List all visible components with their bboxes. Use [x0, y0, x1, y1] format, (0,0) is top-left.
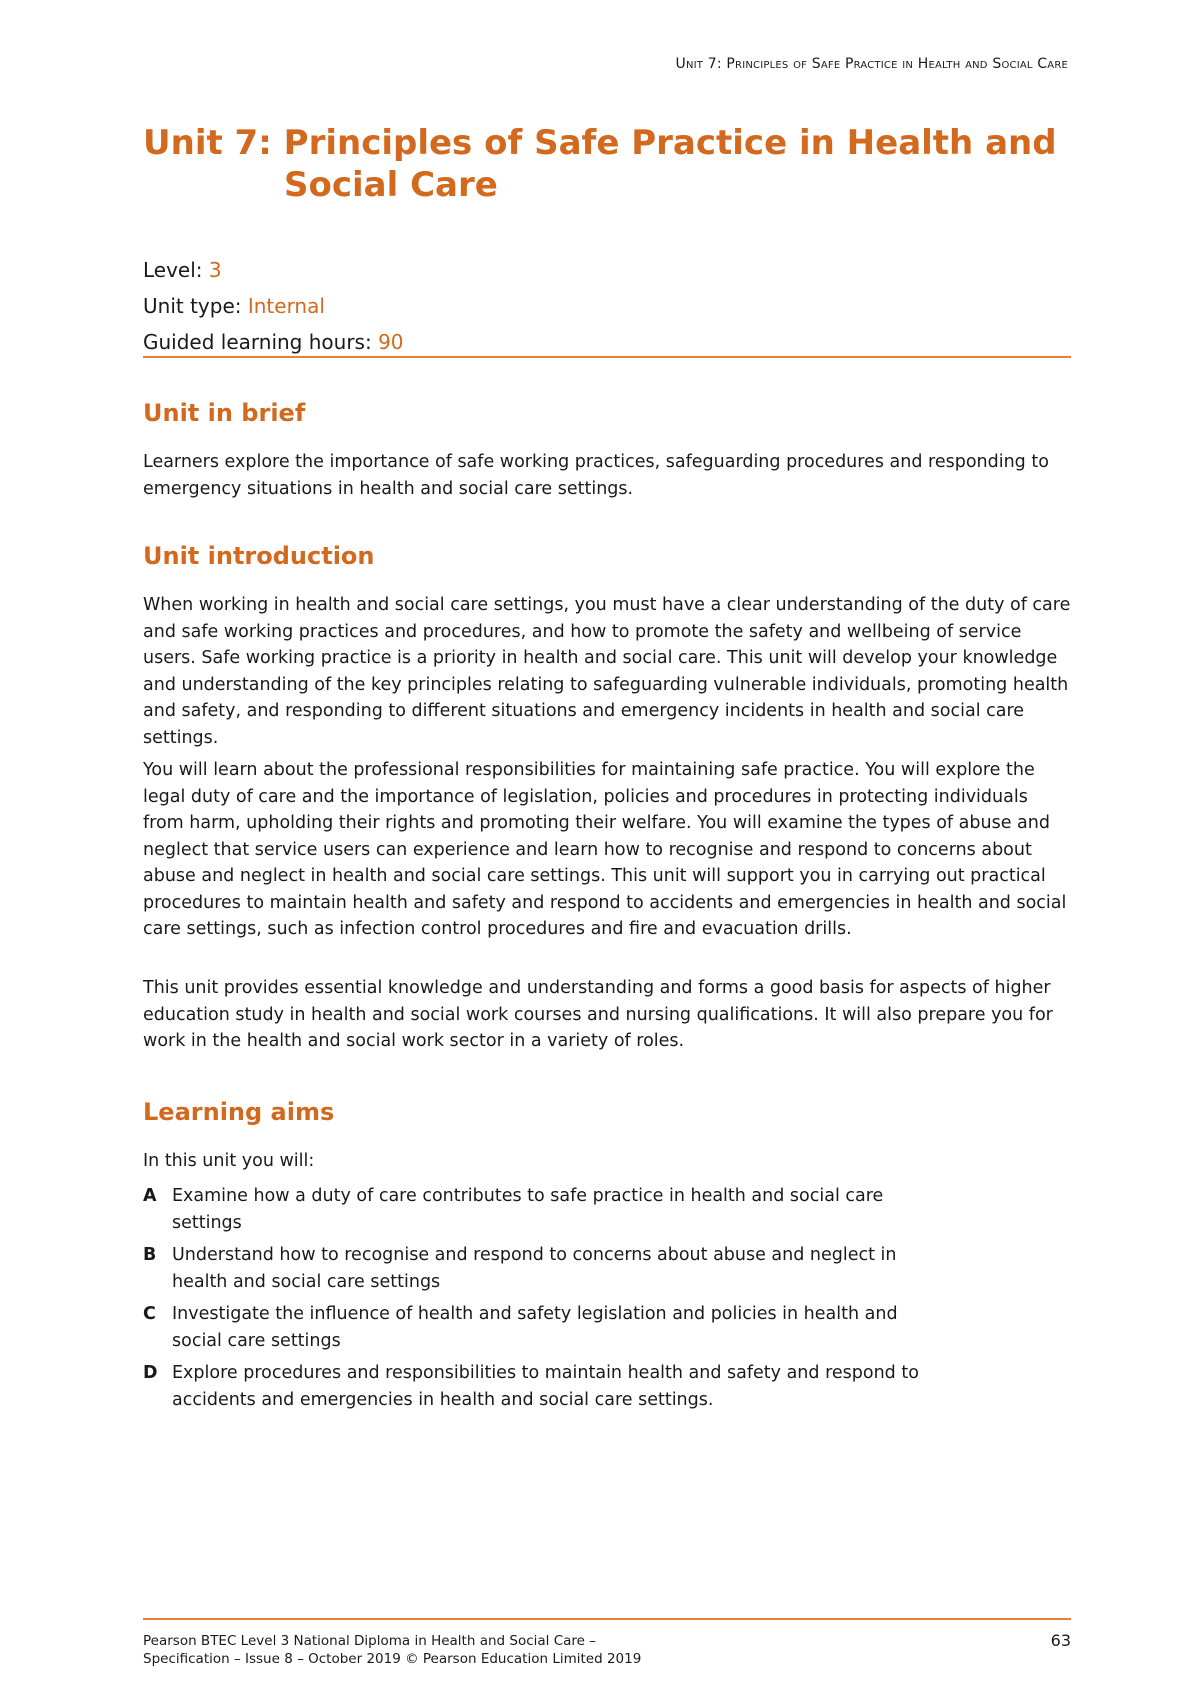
learning-aim-letter: B: [143, 1245, 157, 1265]
learning-aim-item: [143, 1183, 943, 1236]
learning-aim-letter: A: [143, 1186, 157, 1206]
learning-aim-text: Understand how to recognise and respond to concerns about abuse and neglect in health and social care settings: [172, 1245, 897, 1292]
learning-aim-text: Examine how a duty of care contributes to safe practice in health and social care settings: [172, 1186, 884, 1233]
meta-glh-label: Guided learning hours:: [143, 330, 379, 354]
header-divider: [143, 356, 1071, 358]
learning-aim-item: [143, 1242, 943, 1295]
unit-meta: [143, 252, 404, 360]
learning-aims-intro: In this unit you will:: [143, 1151, 315, 1171]
unit-introduction-paragraph-1: When working in health and social care settings, you must have a clear understanding of the duty of care and safe working practices and procedures, and how to promote the safety and wellbeing of service users. Safe working practice is a priority in health and social care. This unit will develop your knowledge and understanding of the key principles relating to safeguarding vulnerable individuals, promoting health and safety, and responding to different situations and emergency incidents in health and social care settings.: [143, 595, 1071, 748]
unit-introduction-paragraph-3: This unit provides essential knowledge and understanding and forms a good basis for aspects of higher education study in health and social work courses and nursing qualifications. It will also prepare you for work in the health and social work sector in a variety of roles.: [143, 978, 1053, 1051]
footer-divider: [143, 1618, 1071, 1620]
page-title-line-1: Unit 7: Principles of Safe Practice in Health and: [143, 123, 1057, 163]
meta-level-label: Level:: [143, 258, 209, 282]
meta-glh-value: 90: [378, 330, 404, 354]
learning-aims-heading: Learning aims: [143, 1098, 335, 1126]
unit-in-brief-heading: Unit in brief: [143, 399, 306, 427]
meta-glh: [143, 324, 404, 360]
unit-introduction-heading: Unit introduction: [143, 542, 375, 570]
meta-unit-type-label: Unit type:: [143, 294, 248, 318]
unit-introduction-paragraph-2: You will learn about the professional responsibilities for maintaining safe practice. You will explore the legal duty of care and the importance of legislation, policies and procedures in protecting individuals from harm, upholding their rights and promoting their welfare. You will examine the types of abuse and neglect that service users can experience and learn how to recognise and respond to concerns about abuse and neglect in health and social care settings. This unit will support you in carrying out practical procedures to maintain health and safety and respond to accidents and emergencies in health and social care settings, such as infection control procedures and fire and evacuation drills.: [143, 760, 1067, 939]
meta-level-value: 3: [208, 258, 222, 282]
learning-aim-item: [143, 1360, 943, 1413]
meta-unit-type: [143, 288, 404, 324]
learning-aim-text: Explore procedures and responsibilities to maintain health and safety and respond to accidents and emergencies in health and social care settings.: [172, 1363, 919, 1410]
footer-line-1: Pearson BTEC Level 3 National Diploma in Health and Social Care –: [143, 1633, 597, 1649]
unit-in-brief-text: Learners explore the importance of safe working practices, safeguarding procedures and responding to emergency situations in health and social care settings.: [143, 452, 1049, 499]
running-header: Unit 7: Principles of Safe Practice in Health and Social Care: [675, 56, 1068, 72]
learning-aim-text: Investigate the influence of health and safety legislation and policies in health and social care settings: [172, 1304, 898, 1351]
learning-aim-item: [143, 1301, 943, 1354]
page-title: [143, 122, 1083, 206]
page-footer: [143, 1632, 1071, 1668]
meta-unit-type-value: Internal: [247, 294, 325, 318]
learning-aims-list: [143, 1183, 943, 1419]
page-title-line-2: Social Care: [284, 165, 498, 205]
meta-level: [143, 252, 404, 288]
page-number: 63: [1050, 1631, 1071, 1650]
footer-line-2: Specification – Issue 8 – October 2019 © Pearson Education Limited 2019: [143, 1651, 642, 1667]
learning-aim-letter: D: [143, 1363, 158, 1383]
learning-aim-letter: C: [143, 1304, 156, 1324]
